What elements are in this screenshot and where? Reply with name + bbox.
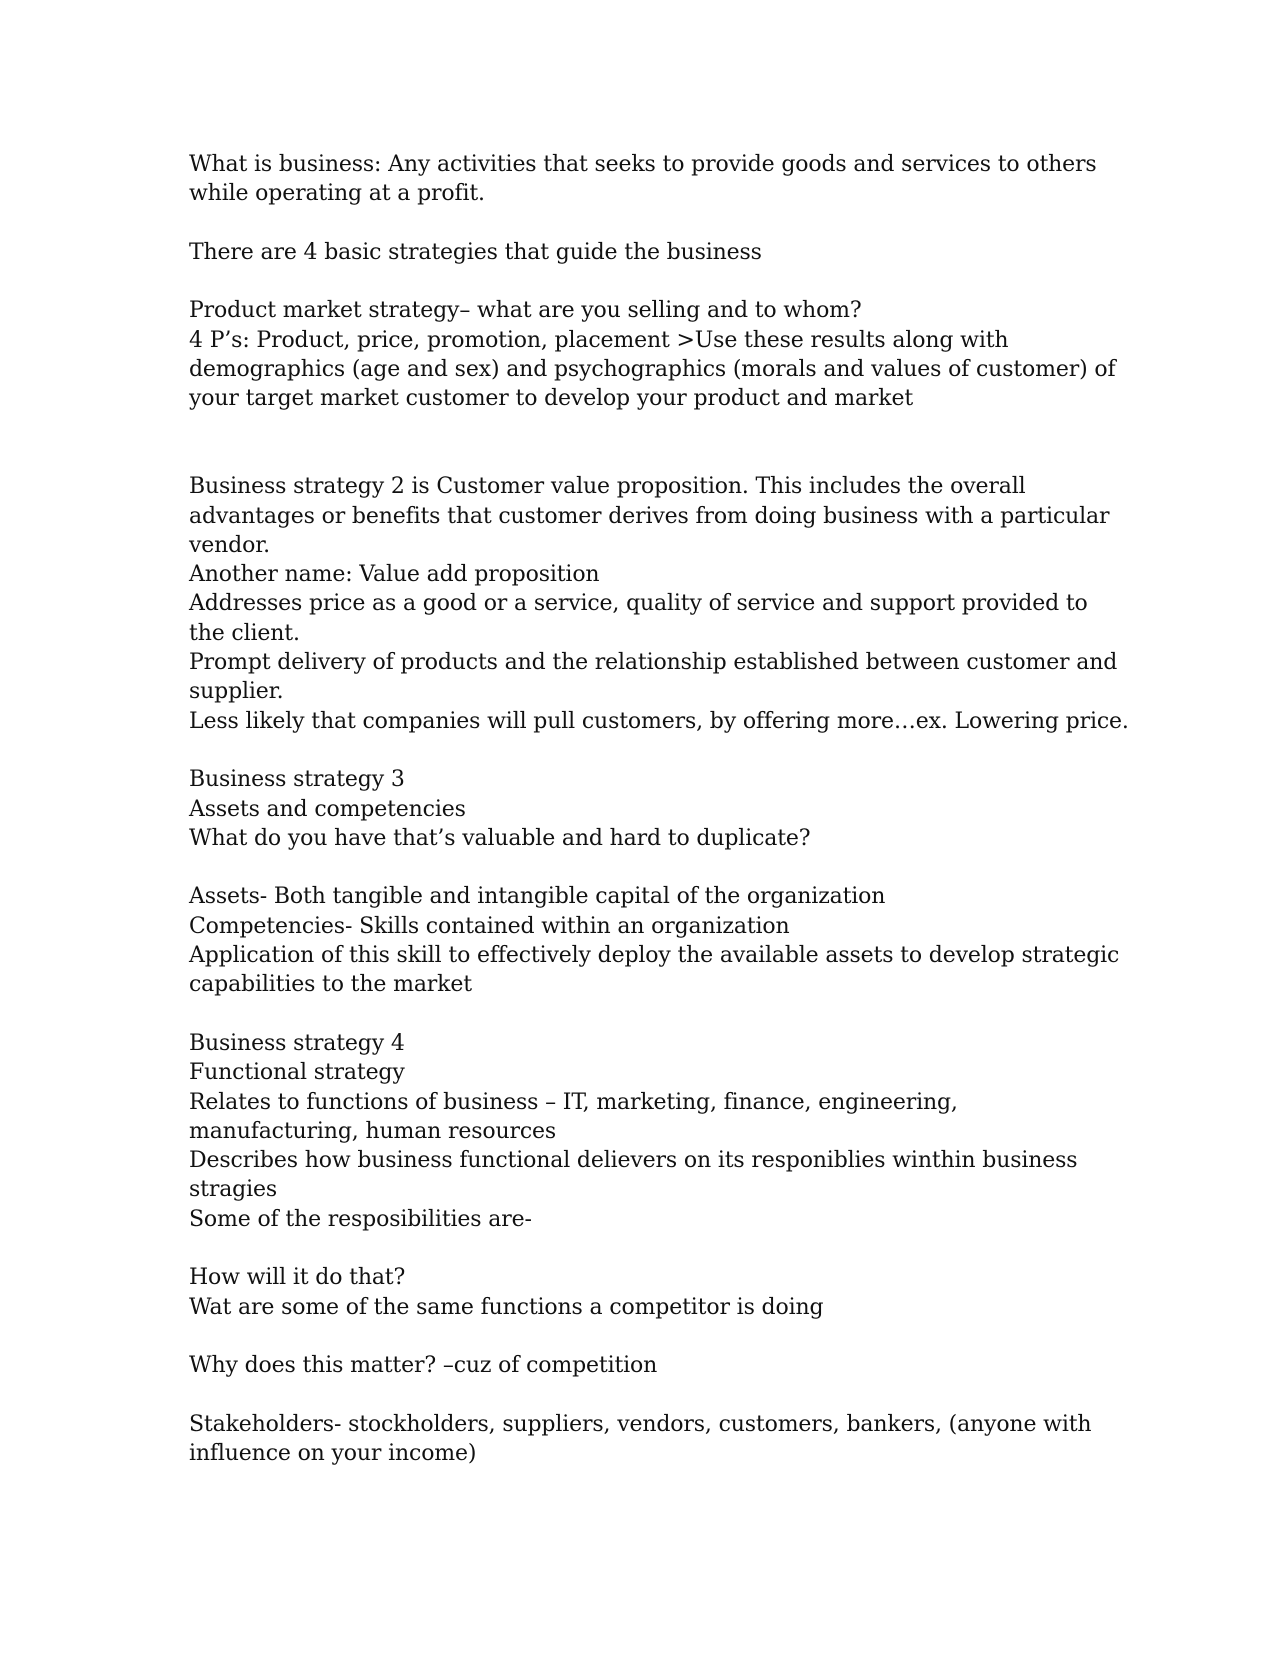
text-line: stragies	[189, 1177, 277, 1203]
blank-line	[189, 209, 1109, 238]
text-line: Competencies- Skills contained within an organization	[189, 913, 790, 939]
text-line: Less likely that companies will pull customers, by offering more…ex. Lowering price.	[189, 708, 1129, 734]
blank-line	[189, 853, 1109, 882]
text-line: Another name: Value add proposition	[189, 562, 600, 588]
text-line: Business strategy 2 is Customer value proposition. This includes the overall	[189, 474, 1026, 500]
blank-line	[189, 736, 1109, 765]
text-line: influence on your income)	[189, 1441, 477, 1467]
blank-line	[189, 443, 1109, 472]
text-line: advantages or benefits that customer derives from doing business with a particular	[189, 503, 1110, 529]
text-line: while operating at a profit.	[189, 181, 485, 207]
text-line: supplier.	[189, 679, 284, 705]
text-line: There are 4 basic strategies that guide the business	[189, 239, 762, 265]
text-line: vendor.	[189, 532, 270, 558]
blank-line	[189, 267, 1109, 296]
blank-line	[189, 1000, 1109, 1029]
blank-line	[189, 1322, 1109, 1351]
text-line: Product market strategy– what are you selling and to whom?	[189, 298, 862, 324]
blank-line	[189, 1234, 1109, 1263]
text-line: Why does this matter? –cuz of competition	[189, 1353, 658, 1379]
text-line: Prompt delivery of products and the relationship established between customer and	[189, 650, 1118, 676]
text-line: Addresses price as a good or a service, quality of service and support provided to	[189, 591, 1088, 617]
text-line: Describes how business functional delievers on its responiblies winthin business	[189, 1148, 1078, 1174]
text-line: manufacturing, human resources	[189, 1118, 557, 1144]
text-line: What is business: Any activities that seeks to provide goods and services to others	[189, 152, 1097, 177]
text-line: Assets and competencies	[189, 796, 466, 822]
text-line: 4 P’s: Product, price, promotion, placement >Use these results along with	[189, 327, 1009, 353]
document-body	[189, 150, 1129, 1468]
text-line: Assets- Both tangible and intangible capital of the organization	[189, 884, 886, 910]
text-line: Stakeholders- stockholders, suppliers, vendors, customers, bankers, (anyone with	[189, 1411, 1092, 1437]
text-line: How will it do that?	[189, 1265, 406, 1291]
text-line: your target market customer to develop your product and market	[189, 386, 914, 412]
text-line: What do you have that’s valuable and hard to duplicate?	[189, 825, 811, 851]
text-line: Business strategy 3	[189, 767, 405, 793]
text-line: Some of the resposibilities are-	[189, 1206, 532, 1232]
blank-line	[189, 1380, 1109, 1409]
text-line: Wat are some of the same functions a competitor is doing	[189, 1294, 824, 1320]
text-line: Functional strategy	[189, 1060, 405, 1086]
text-line: demographics (age and sex) and psychographics (morals and values of customer) of	[189, 357, 1116, 383]
text-line: Application of this skill to effectively deploy the available assets to develop strategic	[189, 943, 1120, 969]
text-line: Business strategy 4	[189, 1030, 405, 1056]
text-line: Relates to functions of business – IT, marketing, finance, engineering,	[189, 1089, 958, 1115]
text-line: capabilities to the market	[189, 972, 472, 998]
text-line: the client.	[189, 620, 300, 646]
blank-line	[189, 414, 1109, 443]
